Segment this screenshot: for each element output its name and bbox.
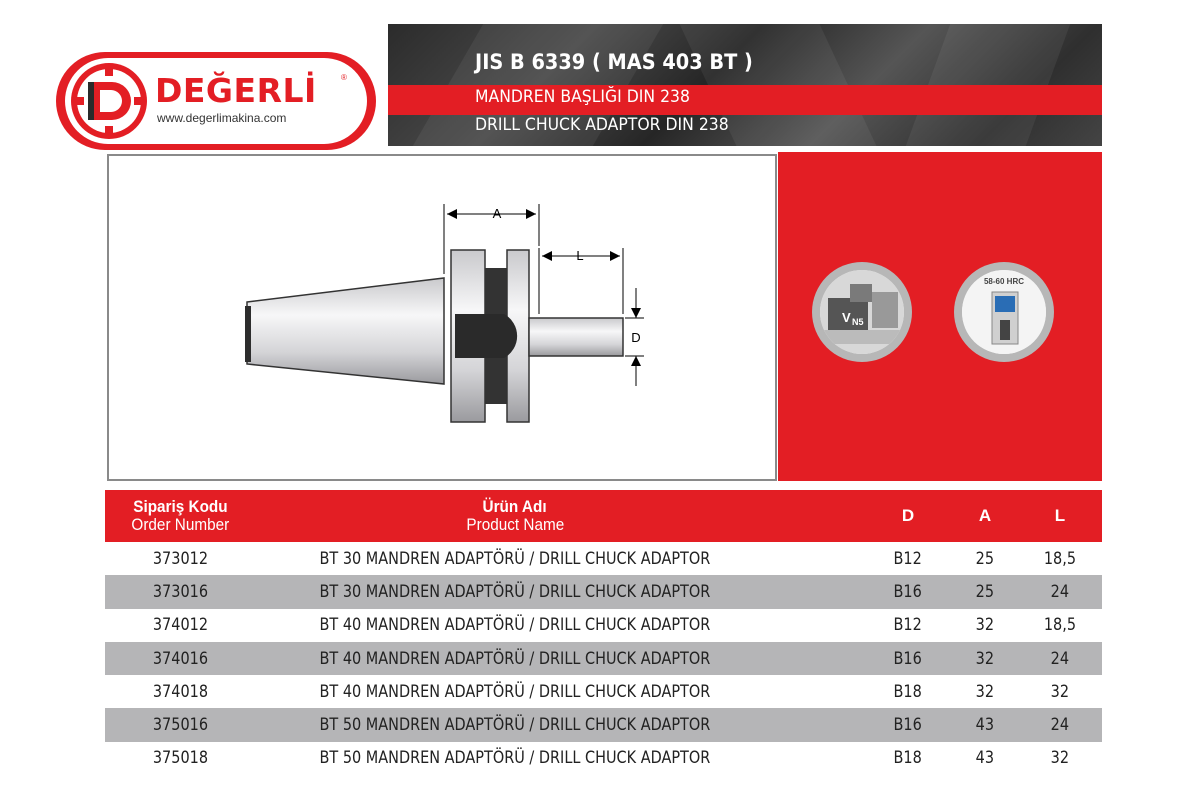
product-name: BT 50 MANDREN ADAPTÖRÜ / DRILL CHUCK ADAPTOR	[319, 748, 711, 769]
col-header-product-name: Ürün Adı Product Name	[466, 497, 564, 534]
table-row	[105, 708, 1102, 741]
col-header-d: D	[901, 506, 915, 526]
surface-finish-icon	[820, 270, 904, 354]
brand-name: DEĞERLİ	[155, 71, 317, 110]
table-row	[105, 675, 1102, 708]
dimension-a: 32	[975, 615, 995, 636]
order-number: 375016	[152, 715, 208, 736]
dimension-d: B16	[893, 581, 923, 602]
dimension-a: 32	[975, 681, 995, 702]
product-name: BT 40 MANDREN ADAPTÖRÜ / DRILL CHUCK ADAPTOR	[319, 648, 711, 669]
table-row	[105, 575, 1102, 608]
order-number: 374016	[152, 648, 208, 669]
product-name: BT 40 MANDREN ADAPTÖRÜ / DRILL CHUCK ADAPTOR	[319, 681, 711, 702]
page-title: JIS B 6339 ( MAS 403 BT )	[475, 50, 753, 74]
dimension-d: B16	[893, 715, 923, 736]
order-number: 373012	[152, 548, 208, 569]
hardness-tester-icon	[962, 270, 1046, 354]
product-name: BT 40 MANDREN ADAPTÖRÜ / DRILL CHUCK ADAPTOR	[319, 615, 711, 636]
dimension-d: B12	[893, 548, 923, 569]
dimension-l: 18,5	[1043, 548, 1077, 569]
dimension-d: B16	[893, 648, 923, 669]
technical-drawing-panel	[107, 154, 777, 481]
dimension-d: B18	[893, 681, 923, 702]
dimension-a: 32	[975, 648, 995, 669]
col-header-order-number: Sipariş Kodu Order Number	[131, 497, 229, 534]
product-name: BT 30 MANDREN ADAPTÖRÜ / DRILL CHUCK ADAPTOR	[319, 581, 711, 602]
svg-text:V: V	[842, 310, 851, 325]
order-number: 373016	[152, 581, 208, 602]
svg-text:58-60 HRC: 58-60 HRC	[983, 277, 1025, 286]
dimension-l: 24	[1050, 581, 1070, 602]
dimension-d: B18	[893, 748, 923, 769]
registered-mark: ®	[341, 73, 347, 82]
dim-a-label: A	[492, 206, 502, 221]
brand-url[interactable]: www.degerlimakina.com	[157, 111, 287, 125]
order-number: 374018	[152, 681, 208, 702]
dimension-l: 24	[1050, 715, 1070, 736]
dimension-l: 32	[1050, 748, 1070, 769]
dimension-a: 43	[975, 715, 995, 736]
table-row	[105, 609, 1102, 642]
dim-d-label: D	[631, 330, 641, 345]
dimension-a: 43	[975, 748, 995, 769]
dimension-d: B12	[893, 615, 923, 636]
col-header-a: A	[978, 506, 992, 526]
surface-finish-badge	[812, 262, 912, 362]
col-header-l: L	[1054, 506, 1066, 526]
table-row	[105, 642, 1102, 675]
dimension-a: 25	[975, 581, 995, 602]
features-panel	[778, 152, 1102, 481]
dimension-l: 32	[1050, 681, 1070, 702]
table-row	[105, 742, 1102, 775]
dim-l-label: L	[576, 248, 584, 263]
drill-chuck-adaptor-drawing	[109, 156, 775, 479]
subtitle-turkish: MANDREN BAŞLIĞI DIN 238	[475, 87, 690, 107]
hardness-badge	[954, 262, 1054, 362]
dimension-a: 25	[975, 548, 995, 569]
order-number: 375018	[152, 748, 208, 769]
subtitle-english: DRILL CHUCK ADAPTOR DIN 238	[475, 115, 729, 135]
dimension-l: 18,5	[1043, 615, 1077, 636]
table-header	[105, 490, 1102, 542]
order-number: 374012	[152, 615, 208, 636]
product-table	[105, 490, 1102, 775]
table-row	[105, 542, 1102, 575]
gear-logo-icon	[68, 60, 150, 142]
svg-text:N5: N5	[852, 317, 864, 327]
product-name: BT 50 MANDREN ADAPTÖRÜ / DRILL CHUCK ADAPTOR	[319, 715, 711, 736]
dimension-l: 24	[1050, 648, 1070, 669]
product-name: BT 30 MANDREN ADAPTÖRÜ / DRILL CHUCK ADAPTOR	[319, 548, 711, 569]
